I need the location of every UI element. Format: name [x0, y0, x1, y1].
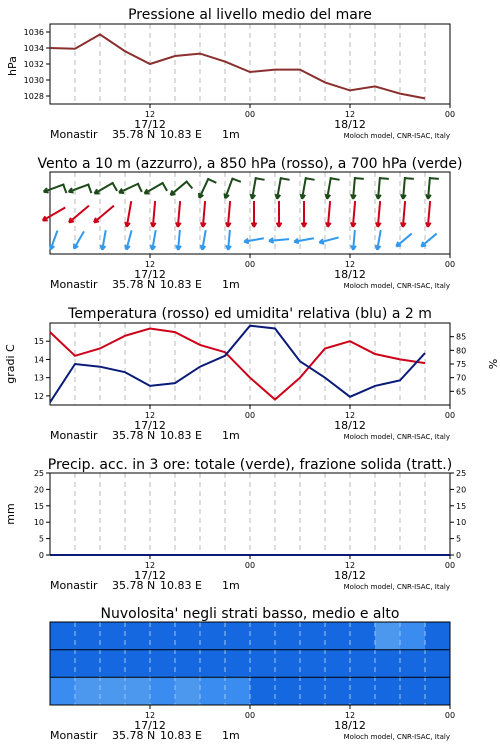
day-label: 17/12: [134, 419, 166, 432]
y-tick-label: 10: [456, 518, 466, 527]
pressure-chart-title: Pressione al livello medio del mare: [128, 7, 372, 23]
station-name: Monastir: [50, 278, 98, 291]
cloud-cell: [425, 622, 451, 650]
wind-x-ticks: [145, 254, 455, 269]
x-tick-label: 00: [245, 411, 255, 420]
cloud-cell: [100, 677, 126, 705]
pressure-y-ticks: [24, 28, 50, 101]
cloud-cell: [350, 677, 376, 705]
day-label: 18/12: [334, 569, 366, 582]
precipitation-chart-title: Precip. acc. in 3 ore: totale (verde), frazione solida (tratt.): [48, 457, 452, 473]
station-longitude: 10.83 E: [160, 729, 202, 742]
cloud-cell: [100, 650, 126, 678]
wind-chart-title: Vento a 10 m (azzurro), a 850 hPa (rosso), a 700 hPa (verde): [37, 156, 462, 172]
cloud-cell: [300, 650, 326, 678]
day-label: 17/12: [134, 268, 166, 281]
x-tick-label: 12: [345, 561, 355, 570]
cloud-cell: [325, 677, 351, 705]
cloud-station-info: [50, 729, 450, 742]
station-elevation: 1m: [222, 128, 240, 141]
temperature-y-ticks: [34, 337, 50, 401]
x-tick-label: 12: [145, 110, 155, 119]
wind-850-arrow: [94, 206, 114, 223]
y-tick-label: 1028: [24, 92, 44, 101]
cloud-cell: [425, 650, 451, 678]
y-tick-label: 10: [34, 518, 44, 527]
station-name: Monastir: [50, 579, 98, 592]
day-label: 18/12: [334, 268, 366, 281]
y-tick-label: 5: [39, 535, 44, 544]
y-tick-label: 1032: [24, 60, 44, 69]
wind-10m-arrow: [421, 234, 436, 247]
wind-station-info: [50, 278, 450, 291]
y-tick-label: 25: [34, 469, 44, 478]
station-longitude: 10.83 E: [160, 278, 202, 291]
cloud-chart-title: Nuvolosita' negli strati basso, medio e alto: [101, 606, 400, 622]
wind-700-barb: [144, 183, 163, 194]
station-longitude: 10.83 E: [160, 429, 202, 442]
station-elevation: 1m: [222, 729, 240, 742]
y-tick-label: 25: [456, 469, 466, 478]
y-tick-label: 70: [456, 374, 466, 383]
y-tick-label: 75: [456, 360, 466, 369]
x-tick-label: 12: [345, 411, 355, 420]
wind-10m-arrow: [125, 245, 126, 250]
day-label: 17/12: [134, 118, 166, 131]
cloud-cell: [325, 650, 351, 678]
station-longitude: 10.83 E: [160, 128, 202, 141]
cloud-cell: [375, 622, 401, 650]
wind-700-barb: [63, 185, 66, 193]
station-latitude: 35.78 N: [112, 579, 155, 592]
x-tick-label: 12: [145, 260, 155, 269]
day-label: 17/12: [134, 569, 166, 582]
cloud-cell: [150, 650, 176, 678]
pressure-y-axis-label: hPa: [6, 56, 19, 76]
y-tick-label: 20: [34, 485, 44, 494]
x-tick-label: 12: [345, 110, 355, 119]
cloud-cell: [275, 622, 301, 650]
cloud-cell: [150, 677, 176, 705]
y-tick-label: 1034: [24, 44, 44, 53]
cloud-cell: [225, 650, 251, 678]
model-credit: Moloch model, CNR-ISAC, Italy: [344, 282, 450, 290]
temperature-chart-title: Temperatura (rosso) ed umidita' relativa (blu) a 2 m: [67, 306, 432, 322]
cloud-cell: [275, 677, 301, 705]
wind-700-barb: [119, 183, 139, 192]
cloud-x-ticks: [145, 705, 455, 720]
wind-700-barb: [355, 178, 364, 179]
y-tick-label: 14: [34, 355, 44, 364]
temperature-station-info: [50, 429, 450, 442]
wind-700-barb: [380, 178, 389, 179]
x-tick-label: 12: [145, 711, 155, 720]
wind-panel: [37, 156, 462, 291]
wind-700-barb: [187, 182, 193, 189]
cloud-cell: [250, 622, 276, 650]
precipitation-y-axis-label: mm: [4, 503, 17, 524]
x-tick-label: 00: [445, 561, 455, 570]
cloud-cell: [225, 622, 251, 650]
cloud-panel: [50, 606, 455, 742]
wind-700-barb: [113, 183, 118, 191]
wind-700-barb: [163, 183, 168, 191]
y-tick-label: 15: [34, 502, 44, 511]
model-credit: Moloch model, CNR-ISAC, Italy: [344, 132, 450, 140]
x-tick-label: 00: [245, 561, 255, 570]
precipitation-grid: [75, 473, 425, 555]
x-tick-label: 00: [445, 110, 455, 119]
precipitation-panel: [4, 457, 466, 592]
wind-700-barb: [224, 193, 225, 198]
cloud-cell: [300, 622, 326, 650]
wind-700-barb: [199, 178, 208, 198]
x-tick-label: 00: [445, 411, 455, 420]
wind-700-barb: [430, 178, 439, 179]
day-label: 18/12: [334, 719, 366, 732]
day-label: 17/12: [134, 719, 166, 732]
station-latitude: 35.78 N: [112, 729, 155, 742]
station-name: Monastir: [50, 128, 98, 141]
station-latitude: 35.78 N: [112, 278, 155, 291]
y-tick-label: 65: [456, 387, 466, 396]
pressure-x-ticks: [145, 104, 455, 119]
cloud-cell: [50, 650, 76, 678]
cloud-cell: [400, 677, 426, 705]
station-name: Monastir: [50, 429, 98, 442]
wind-700-barb: [171, 181, 188, 195]
station-elevation: 1m: [222, 579, 240, 592]
wind-700-barb: [232, 179, 240, 182]
y-tick-label: 1030: [24, 76, 44, 85]
wind-700-barb: [281, 178, 290, 180]
station-longitude: 10.83 E: [160, 579, 202, 592]
wind-700-barb: [208, 179, 216, 183]
y-tick-label: 12: [34, 392, 44, 401]
station-name: Monastir: [50, 729, 98, 742]
model-credit: Moloch model, CNR-ISAC, Italy: [344, 433, 450, 441]
x-tick-label: 00: [245, 110, 255, 119]
x-tick-label: 12: [145, 411, 155, 420]
y-tick-label: 0: [39, 551, 44, 560]
cloud-cell: [200, 622, 226, 650]
day-label: 18/12: [334, 118, 366, 131]
wind-850-arrow: [69, 206, 89, 223]
x-tick-label: 12: [145, 561, 155, 570]
cloud-cell: [175, 622, 201, 650]
cloud-cell: [300, 677, 326, 705]
station-elevation: 1m: [222, 429, 240, 442]
x-tick-label: 00: [445, 260, 455, 269]
cloud-cell: [125, 622, 151, 650]
cloud-cell: [325, 622, 351, 650]
cloud-cell: [375, 650, 401, 678]
wind-700-barb: [306, 178, 315, 180]
cloud-cell: [350, 622, 376, 650]
cloud-cell: [350, 650, 376, 678]
wind-barbs: [43, 177, 439, 250]
temperature-y-axis-label: gradi C: [4, 344, 17, 384]
x-tick-label: 12: [345, 711, 355, 720]
wind-10m-arrow: [396, 234, 411, 247]
wind-700-barb: [256, 178, 265, 180]
cloud-cell: [200, 677, 226, 705]
wind-700-barb: [88, 185, 91, 193]
pressure-station-info: [50, 128, 450, 141]
cloud-cell: [50, 622, 76, 650]
cloud-cell: [125, 650, 151, 678]
wind-700-barb: [138, 184, 142, 192]
cloud-cell: [200, 650, 226, 678]
model-credit: Moloch model, CNR-ISAC, Italy: [344, 733, 450, 741]
cloud-cell: [125, 677, 151, 705]
x-tick-label: 00: [245, 260, 255, 269]
y-tick-label: 85: [456, 333, 466, 342]
cloud-cell: [400, 622, 426, 650]
x-tick-label: 00: [245, 711, 255, 720]
temperature-x-ticks: [145, 405, 455, 420]
cloud-cell: [150, 622, 176, 650]
cloud-cell: [100, 622, 126, 650]
humidity-y-ticks: [450, 333, 466, 397]
cloud-cell: [250, 650, 276, 678]
y-tick-label: 13: [34, 374, 44, 383]
wind-10m-arrow: [50, 244, 51, 249]
cloud-cell: [175, 650, 201, 678]
wind-700-barb: [331, 178, 340, 180]
pressure-line: [50, 34, 425, 98]
model-credit: Moloch model, CNR-ISAC, Italy: [344, 583, 450, 591]
day-label: 18/12: [334, 419, 366, 432]
y-tick-label: 1036: [24, 28, 44, 37]
x-tick-label: 12: [345, 260, 355, 269]
cloud-cell: [75, 650, 101, 678]
station-elevation: 1m: [222, 278, 240, 291]
humidity-y-axis-label: %: [486, 359, 499, 369]
station-latitude: 35.78 N: [112, 128, 155, 141]
wind-850-arrow: [43, 208, 66, 221]
y-tick-label: 0: [456, 551, 461, 560]
precipitation-x-ticks: [145, 555, 455, 570]
temperature-panel: [4, 306, 499, 442]
wind-700-barb: [94, 183, 113, 194]
y-tick-label: 5: [456, 535, 461, 544]
precipitation-station-info: [50, 579, 450, 592]
cloud-cell: [250, 677, 276, 705]
cloud-cell: [400, 650, 426, 678]
cloud-cell: [175, 677, 201, 705]
y-tick-label: 20: [456, 485, 466, 494]
cloud-cell: [375, 677, 401, 705]
y-tick-label: 80: [456, 346, 466, 355]
pressure-panel: [6, 7, 455, 141]
cloud-cell: [275, 650, 301, 678]
station-latitude: 35.78 N: [112, 429, 155, 442]
cloud-cell: [75, 622, 101, 650]
cloud-cell: [75, 677, 101, 705]
x-tick-label: 00: [445, 711, 455, 720]
y-tick-label: 15: [34, 337, 44, 346]
cloud-cell: [50, 677, 76, 705]
cloud-cell: [425, 677, 451, 705]
cloud-cell: [225, 677, 251, 705]
y-tick-label: 15: [456, 502, 466, 511]
pressure-grid: [75, 24, 425, 104]
wind-700-barb: [405, 178, 414, 179]
